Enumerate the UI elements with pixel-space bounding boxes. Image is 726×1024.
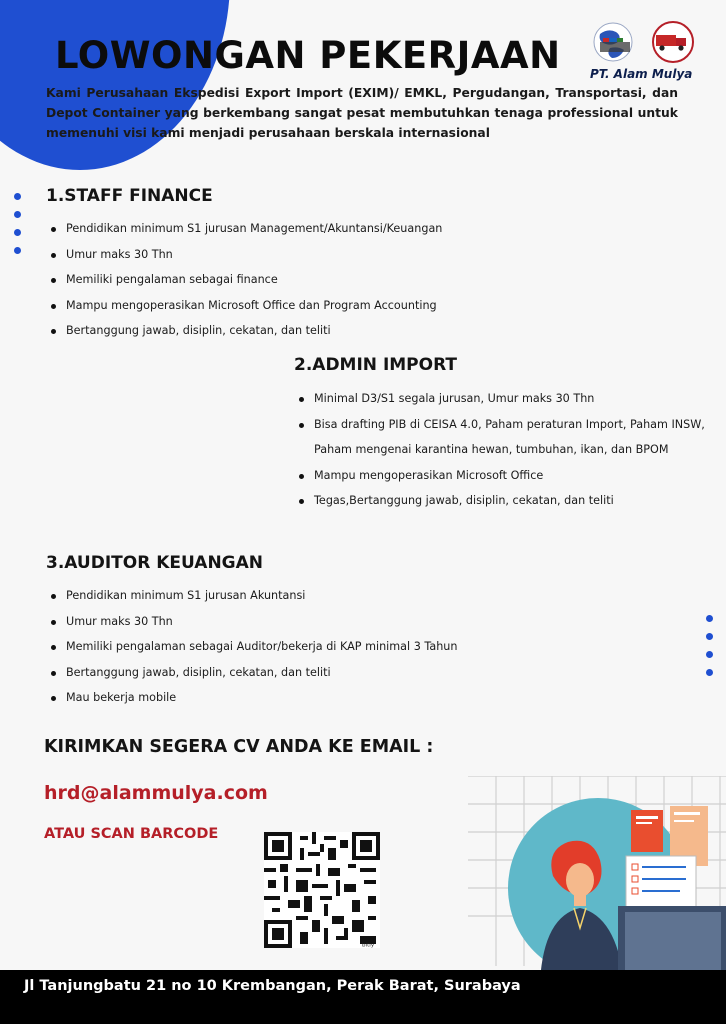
company-name: PT. Alam Mulya (590, 67, 693, 81)
scan-barcode-label: ATAU SCAN BARCODE (44, 826, 219, 842)
section-heading-staff-finance: 1.STAFF FINANCE (46, 186, 213, 206)
list-item: Umur maks 30 Thn (48, 242, 688, 268)
send-cv-heading: KIRIMKAN SEGERA CV ANDA KE EMAIL : (44, 737, 434, 757)
qr-code-image[interactable] (264, 832, 380, 948)
company-address: Jl Tanjungbatu 21 no 10 Krembangan, Perak Barat, Surabaya (24, 978, 521, 994)
list-item: Minimal D3/S1 segala jurusan, Umur maks 30 Thn (296, 386, 706, 412)
intro-paragraph: Kami Perusahaan Ekspedisi Export Import (EXIM)/ EMKL, Pergudangan, Transportasi, dan Depot Container yang berkembang sangat pesat membutuhkan tenaga professional untuk memenuhi visi kami menjadi perusahaan berskala internasional (46, 86, 678, 140)
list-item: Pendidikan minimum S1 jurusan Akuntansi (48, 583, 688, 609)
staff-finance-requirements (48, 216, 688, 344)
list-item: Pendidikan minimum S1 jurusan Management/Akuntansi/Keuangan (48, 216, 688, 242)
list-item: Umur maks 30 Thn (48, 609, 688, 635)
admin-import-requirements (296, 386, 706, 514)
page-title: LOWONGAN PEKERJAAN (55, 34, 561, 77)
decorative-dots-left (14, 193, 21, 254)
auditor-keuangan-requirements (48, 583, 688, 711)
section-heading-admin-import: 2.ADMIN IMPORT (294, 355, 458, 375)
list-item: Mampu mengoperasikan Microsoft Office dan Program Accounting (48, 293, 688, 319)
list-item: Memiliki pengalaman sebagai finance (48, 267, 688, 293)
list-item: Tegas,Bertanggung jawab, disiplin, cekatan, dan teliti (296, 488, 706, 514)
list-item: Bertanggung jawab, disiplin, cekatan, dan teliti (48, 318, 688, 344)
email-link[interactable]: hrd@alammulya.com (44, 782, 268, 804)
footer-bar (0, 970, 726, 1024)
list-item: Bisa drafting PIB di CEISA 4.0, Paham peraturan Import, Paham INSW, Paham mengenai karantina hewan, tumbuhan, ikan, dan BPOM (296, 412, 706, 463)
decorative-dots-right (706, 615, 713, 676)
list-item: Bertanggung jawab, disiplin, cekatan, dan teliti (48, 660, 688, 686)
list-item: Mau bekerja mobile (48, 685, 688, 711)
list-item: Memiliki pengalaman sebagai Auditor/bekerja di KAP minimal 3 Tahun (48, 634, 688, 660)
list-item: Mampu mengoperasikan Microsoft Office (296, 463, 706, 489)
qr-caption: bitly (362, 942, 375, 948)
section-heading-auditor-keuangan: 3.AUDITOR KEUANGAN (46, 553, 264, 573)
